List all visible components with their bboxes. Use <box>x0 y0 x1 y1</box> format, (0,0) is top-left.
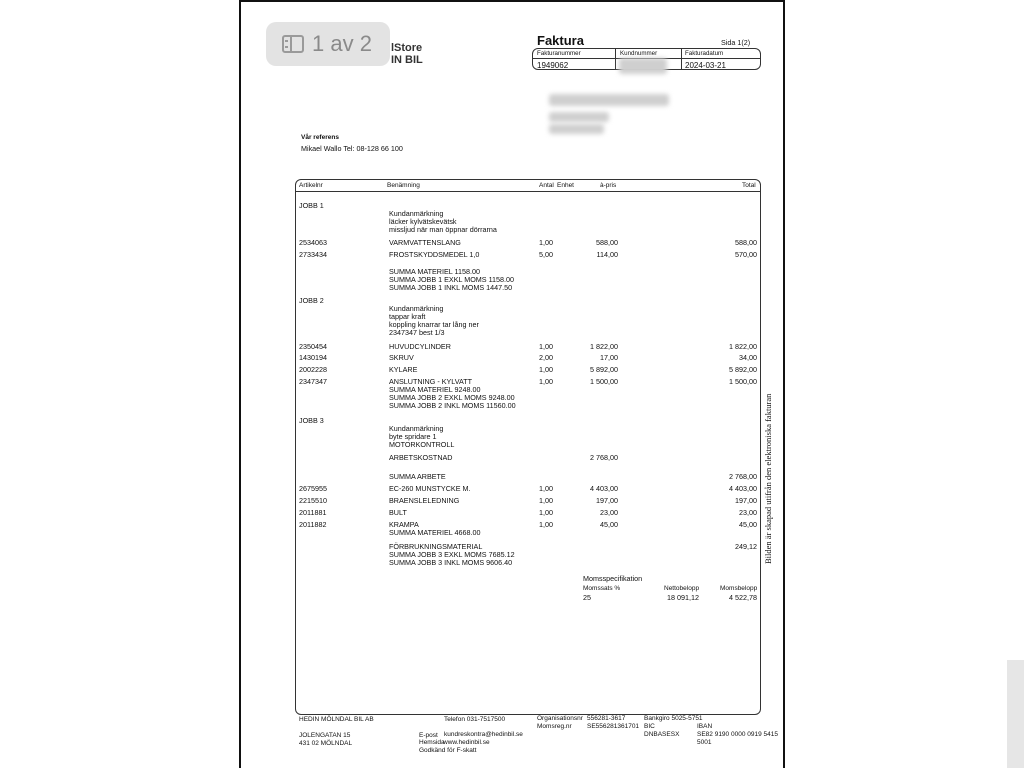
item-price: 197,00 <box>596 496 618 505</box>
footer-iban-cont: 5001 <box>697 739 712 746</box>
invoice-date: 2024-03-21 <box>685 61 726 70</box>
article-number: JOBB 3 <box>299 416 324 425</box>
article-number: 1430194 <box>299 353 327 362</box>
item-price: 1 500,00 <box>590 377 618 386</box>
invoice-page <box>239 0 785 768</box>
item-description: tappar kraft <box>389 312 426 321</box>
item-price: 114,00 <box>596 250 618 259</box>
item-price: 4 403,00 <box>590 484 618 493</box>
item-qty: 1,00 <box>539 508 553 517</box>
article-number: 2002228 <box>299 365 327 374</box>
redacted-customer-number <box>619 58 667 74</box>
footer-org: 556281-3617 <box>587 715 626 722</box>
item-description: SUMMA JOBB 1 INKL MOMS 1447.50 <box>389 283 513 292</box>
col-price: à-pris <box>600 182 617 189</box>
item-description: koppling knarrar tar lång ner <box>389 320 479 329</box>
book-icon <box>282 35 304 53</box>
vat-net-label: Nettobelopp <box>664 585 700 592</box>
item-price: 45,00 <box>600 520 618 529</box>
invoice-title: Faktura <box>537 33 584 48</box>
page-number: Sida 1(2) <box>721 38 751 47</box>
col-qty: Antal <box>539 182 554 189</box>
item-description: byte spridare 1 <box>389 432 437 441</box>
item-total: 588,00 <box>735 238 757 247</box>
item-price: 1 822,00 <box>590 342 618 351</box>
item-description: SUMMA JOBB 3 INKL MOMS 9606.40 <box>389 558 513 567</box>
item-description: BULT <box>389 508 407 517</box>
redacted-address <box>549 94 669 106</box>
redacted-address <box>549 124 604 134</box>
item-description: ANSLUTNING - KYLVATT <box>389 377 473 386</box>
item-total: 570,00 <box>735 250 757 259</box>
item-total: 1 822,00 <box>729 342 757 351</box>
item-total: 197,00 <box>735 496 757 505</box>
item-description: SUMMA JOBB 1 EXKL MOMS 1158.00 <box>389 275 515 284</box>
footer-iban-label: IBAN <box>697 723 713 730</box>
col-article: Artikelnr <box>299 182 323 189</box>
article-number: JOBB 2 <box>299 296 324 305</box>
invoice-number-label: Fakturanummer <box>537 50 581 57</box>
item-description: läcker kylvätskevätsk <box>389 217 457 226</box>
item-total: 34,00 <box>739 353 757 362</box>
footer-vatreg-label: Momsreg.nr <box>537 723 572 730</box>
footer-vatreg: SE556281361701 <box>587 723 640 730</box>
line-items-table <box>295 179 761 715</box>
item-total: 45,00 <box>739 520 757 529</box>
article-number: 2347347 <box>299 377 327 386</box>
redacted-address <box>549 112 609 122</box>
col-total: Total <box>742 182 756 189</box>
vat-title: Momsspecifikation <box>583 574 643 583</box>
item-qty: 1,00 <box>539 484 553 493</box>
item-description: SUMMA MATERIEL 4668.00 <box>389 528 481 537</box>
vat-amount-label: Momsbelopp <box>720 585 758 592</box>
item-description: FROSTSKYDDSMEDEL 1,0 <box>389 250 480 259</box>
footer-bic: DNBASESX <box>644 731 680 738</box>
invoice-number: 1949062 <box>537 61 569 70</box>
vat-net: 18 091,12 <box>667 593 699 602</box>
page-indicator[interactable] <box>266 22 390 66</box>
reference-label: Vår referens <box>301 134 339 141</box>
footer-org-label: Organisationsnr <box>537 715 583 722</box>
item-description: SUMMA JOBB 3 EXKL MOMS 7685.12 <box>389 550 515 559</box>
article-number: JOBB 1 <box>299 201 324 210</box>
customer-number-label: Kundnummer <box>620 50 658 57</box>
article-number: 2215510 <box>299 496 327 505</box>
col-unit: Enhet <box>557 182 574 189</box>
item-qty: 1,00 <box>539 520 553 529</box>
article-number: 2733434 <box>299 250 327 259</box>
vat-rate-label: Momssats % <box>583 585 621 592</box>
item-qty: 1,00 <box>539 377 553 386</box>
footer-street: JOLENGATAN 15 <box>299 732 351 739</box>
item-description: BRAENSLELEDNING <box>389 496 460 505</box>
article-number: 2534063 <box>299 238 327 247</box>
vat-rate: 25 <box>583 593 591 602</box>
item-total: 2 768,00 <box>729 472 757 481</box>
item-description: SUMMA MATERIEL 9248.00 <box>389 385 481 394</box>
footer-web-label: Hemsida <box>419 739 445 746</box>
item-description: Kundanmärkning <box>389 209 444 218</box>
item-qty: 1,00 <box>539 342 553 351</box>
article-number: 2011882 <box>299 520 327 529</box>
footer-iban: SE82 9190 0000 0919 5415 <box>697 731 778 738</box>
footer-company: HEDIN MÖLNDAL BIL AB <box>299 716 374 723</box>
item-description: HUVUDCYLINDER <box>389 342 451 351</box>
article-number: 2675955 <box>299 484 327 493</box>
col-description: Benämning <box>387 182 420 189</box>
article-number: 2350454 <box>299 342 327 351</box>
electronic-invoice-note: Bilden är skapad utifrån den elektroniska fakturan <box>763 393 773 564</box>
item-description: Kundanmärkning <box>389 304 444 313</box>
item-price: 17,00 <box>600 353 618 362</box>
item-total: 1 500,00 <box>729 377 757 386</box>
item-description: KYLARE <box>389 365 418 374</box>
item-price: 588,00 <box>596 238 618 247</box>
footer-bankgiro: Bankgiro 5025-5751 <box>644 715 703 722</box>
item-total: 249,12 <box>735 542 757 551</box>
item-total: 5 892,00 <box>729 365 757 374</box>
item-price: 2 768,00 <box>590 453 618 462</box>
item-description: SUMMA ARBETE <box>389 472 446 481</box>
item-description: Kundanmärkning <box>389 424 444 433</box>
item-description: SUMMA JOBB 2 INKL MOMS 11560.00 <box>389 401 516 410</box>
item-description: SUMMA JOBB 2 EXKL MOMS 9248.00 <box>389 393 515 402</box>
item-description: KRAMPA <box>389 520 419 529</box>
footer-email[interactable]: kundreskontra@hedinbil.se <box>444 731 523 738</box>
item-qty: 1,00 <box>539 365 553 374</box>
item-description: SUMMA MATERIEL 1158.00 <box>389 267 480 276</box>
item-price: 5 892,00 <box>590 365 618 374</box>
item-qty: 1,00 <box>539 496 553 505</box>
item-description: SKRUV <box>389 353 414 362</box>
page-indicator-text: 1 av 2 <box>312 31 372 56</box>
invoice-date-label: Fakturadatum <box>685 50 724 57</box>
item-description: ARBETSKOSTNAD <box>389 453 453 462</box>
item-description: VARMVATTENSLANG <box>389 238 461 247</box>
item-price: 23,00 <box>600 508 618 517</box>
item-description: MOTORKONTROLL <box>389 440 455 449</box>
item-description: EC-260 MUNSTYCKE M. <box>389 484 471 493</box>
footer-city: 431 02 MÖLNDAL <box>299 740 353 747</box>
item-description: missljud när man öppnar dörrarna <box>389 225 497 234</box>
item-qty: 5,00 <box>539 250 553 259</box>
footer-email-label: E-post <box>419 732 438 739</box>
footer-bic-label: BIC <box>644 723 655 730</box>
vat-amount: 4 522,78 <box>729 593 757 602</box>
scrollbar[interactable] <box>1007 660 1024 768</box>
item-description: 2347347 best 1/3 <box>389 328 445 337</box>
item-description: FÖRBRUKNINGSMATERIAL <box>389 542 483 551</box>
item-qty: 1,00 <box>539 238 553 247</box>
reference-value: Mikael Wallo Tel: 08-128 66 100 <box>301 144 403 153</box>
item-qty: 2,00 <box>539 353 553 362</box>
item-total: 23,00 <box>739 508 757 517</box>
footer-ftax: Godkänd för F-skatt <box>419 747 477 754</box>
article-number: 2011881 <box>299 508 327 517</box>
item-total: 4 403,00 <box>729 484 757 493</box>
footer-phone: Telefon 031-7517500 <box>444 716 506 723</box>
company-logo: lStore IN BIL <box>391 42 423 66</box>
footer-web[interactable]: www.hedinbil.se <box>443 739 490 746</box>
